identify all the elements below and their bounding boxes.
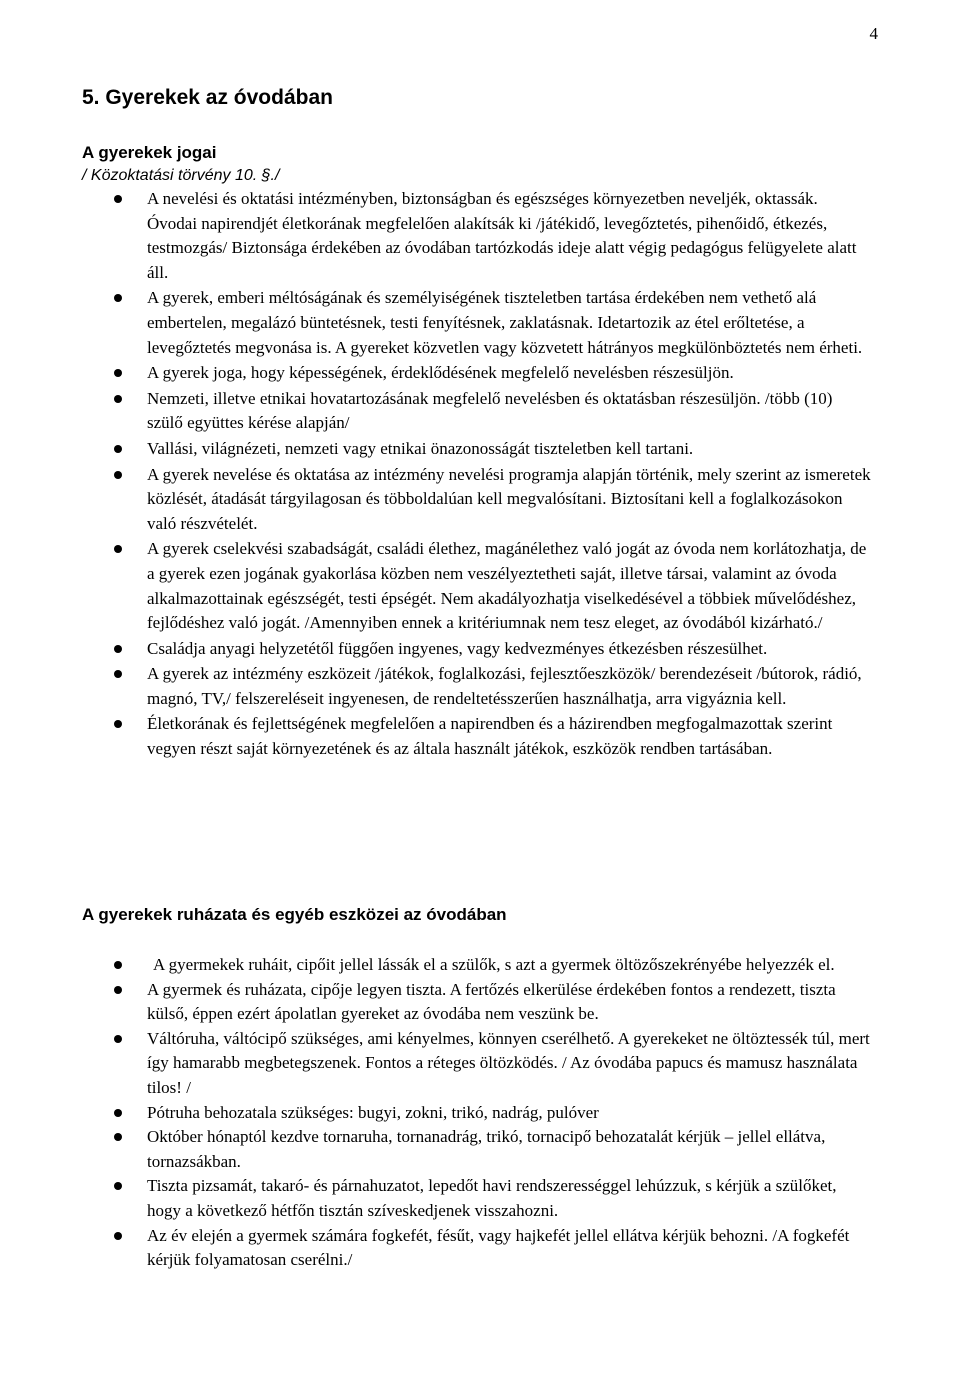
- page-number: 4: [869, 24, 878, 43]
- chapter-title: 5. Gyerekek az óvodában: [82, 86, 333, 109]
- list-item: [0, 286, 872, 360]
- list-item-text: A gyerek cselekvési szabadságát, családi élethez, magánélethez való jogát az óvoda nem korlátozhatja, de a gyerek ezen jogának gyakorlása közben nem veszélyeztetheti saját, illetve társai, valamint az óvoda alkalmazottainak egészségét, testi épségét. Nem akadályozhatja viselkedésével a többiek művelődéshez, fejlődéshez való jogát. /Amennyiben ennek a kritériumnak nem tesz eleget, az óvodából kizárható./: [147, 539, 867, 633]
- bullet-icon: [114, 545, 122, 553]
- list-item-text: Nemzeti, illetve etnikai hovatartozásának megfelelő nevelésben és oktatásban részesüljön. /több (10) szülő együttes kérése alapján/: [147, 388, 833, 433]
- list-item: [0, 1027, 872, 1101]
- list-item-text: Tiszta pizsamát, takaró- és párnahuzatot, lepedőt havi rendszerességgel lehúzzuk, s kérjük a szülőket, hogy a következő hétfőn tisztán szíveskedjenek visszahozni.: [147, 1176, 837, 1220]
- list-item: [0, 637, 872, 662]
- list-item-text: Életkorának és fejlettségének megfelelően a napirendben és a házirendben megfogalmazottak szerint vegyen részt saját környezetének és az általa használt játékok, eszközök rendben tartásában.: [147, 714, 833, 759]
- bullet-icon: [114, 1182, 122, 1190]
- bullet-icon: [114, 645, 122, 653]
- list-item-text: Családja anyagi helyzetétől függően ingyenes, vagy kedvezményes étkezésben részesülhet.: [147, 638, 768, 658]
- law-reference: / Közoktatási törvény 10. §./: [82, 167, 280, 184]
- list-item: [0, 437, 872, 462]
- bullet-icon: [114, 720, 122, 728]
- list-item-text: A gyerek nevelése és oktatása az intézmény nevelési programja alapján történik, mely szerint az ismeretek közlését, átadását tárgyilagosan és többoldalúan kell megvalósítani. Biztosítani kell a foglalkozásokon való részvételét.: [147, 464, 871, 533]
- bullet-icon: [114, 369, 122, 377]
- list-item-text: Vallási, világnézeti, nemzeti vagy etnikai önazonosságát tiszteletben kell tartani.: [147, 438, 694, 458]
- bullet-icon: [114, 670, 122, 678]
- list-item: [0, 1125, 872, 1174]
- list-item: [0, 387, 872, 436]
- bullet-icon: [114, 445, 122, 453]
- list-item-text: A gyerek, emberi méltóságának és személyiségének tiszteletben tartása érdekében nem vethető alá embertelen, megalázó büntetésnek, testi fenyítésnek, zaklatásnak. Idetartozik az étel erőltetése, a levegőztetés megvonása is. A gyereket közvetlen vagy közvetett hátrányos megkülönböztetés nem érheti.: [147, 288, 863, 357]
- list-item: [0, 1224, 872, 1273]
- list-item-text: Pótruha behozatala szükséges: bugyi, zokni, trikó, nadrág, pulóver: [147, 1102, 599, 1122]
- list-item-text: Október hónaptól kezdve tornaruha, tornanadrág, trikó, tornacipő behozatalát kérjük – jellel ellátva, tornazsákban.: [147, 1127, 826, 1171]
- bullet-icon: [114, 471, 122, 479]
- list-item: [0, 953, 872, 978]
- list-item: [0, 463, 872, 537]
- rights-heading: A gyerekek jogai: [82, 143, 217, 162]
- bullet-icon: [114, 1133, 122, 1141]
- list-item: [0, 1101, 872, 1126]
- bullet-icon: [114, 1232, 122, 1240]
- bullet-icon: [114, 1035, 122, 1043]
- list-item-text: A gyermekek ruháit, cipőit jellel lássák el a szülők, s azt a gyermek öltözőszekrényébe helyezzék el.: [153, 955, 835, 974]
- rights-list: [0, 187, 960, 763]
- list-item: [0, 1174, 872, 1223]
- bullet-icon: [114, 1109, 122, 1117]
- list-item: [0, 662, 872, 711]
- clothing-list: [0, 953, 960, 1273]
- list-item-text: Váltóruha, váltócipő szükséges, ami kényelmes, könnyen cserélhető. A gyerekeket ne öltöztessék túl, mert így hamarabb megbetegszenek. Fontos a réteges öltözködés. / Az óvodába papucs és mamusz használata tilos! /: [147, 1028, 870, 1097]
- list-item: [0, 187, 872, 285]
- clothing-heading: A gyerekek ruházata és egyéb eszközei az óvodában: [82, 905, 507, 924]
- list-item-text: A gyerek az intézmény eszközeit /játékok, foglalkozási, fejlesztőeszközök/ berendezéseit /bútorok, rádió, magnó, TV,/ felszereléseit ingyenesen, de rendeltetésszerűen használhatja, arra vigyáznia kell.: [147, 664, 862, 708]
- list-item-text: A gyermek és ruházata, cipője legyen tiszta. A fertőzés elkerülése érdekében fontos a rendezett, tiszta külső, éppen ezért ápolatlan gyereket az óvodába nem veszünk be.: [147, 979, 836, 1024]
- list-item-text: A gyerek joga, hogy képességének, érdeklődésének megfelelő nevelésben részesüljön.: [147, 363, 734, 383]
- list-item-text: A nevelési és oktatási intézményben, biztonságban és egészséges környezetben neveljék, oktassák. Óvodai napirendjét életkorának megfelelően alakítsák ki /játékidő, levegőztetés, pihenőidő, étkezés, testmozgás/ Biztonsága érdekében az óvodában tartózkodás ideje alatt végig pedagógus felügyelete alatt áll.: [147, 189, 857, 282]
- list-item: [0, 537, 872, 635]
- bullet-icon: [114, 195, 122, 203]
- bullet-icon: [114, 395, 122, 403]
- list-item-text: Az év elején a gyermek számára fogkefét, fésűt, vagy hajkefét jellel ellátva kérjük behozni. /A fogkefét kérjük folyamatosan cserélni./: [147, 1225, 850, 1270]
- list-item: [0, 361, 872, 386]
- list-item: [0, 712, 872, 761]
- bullet-icon: [114, 294, 122, 302]
- bullet-icon: [114, 986, 122, 994]
- list-item: [0, 978, 872, 1027]
- bullet-icon: [114, 961, 122, 969]
